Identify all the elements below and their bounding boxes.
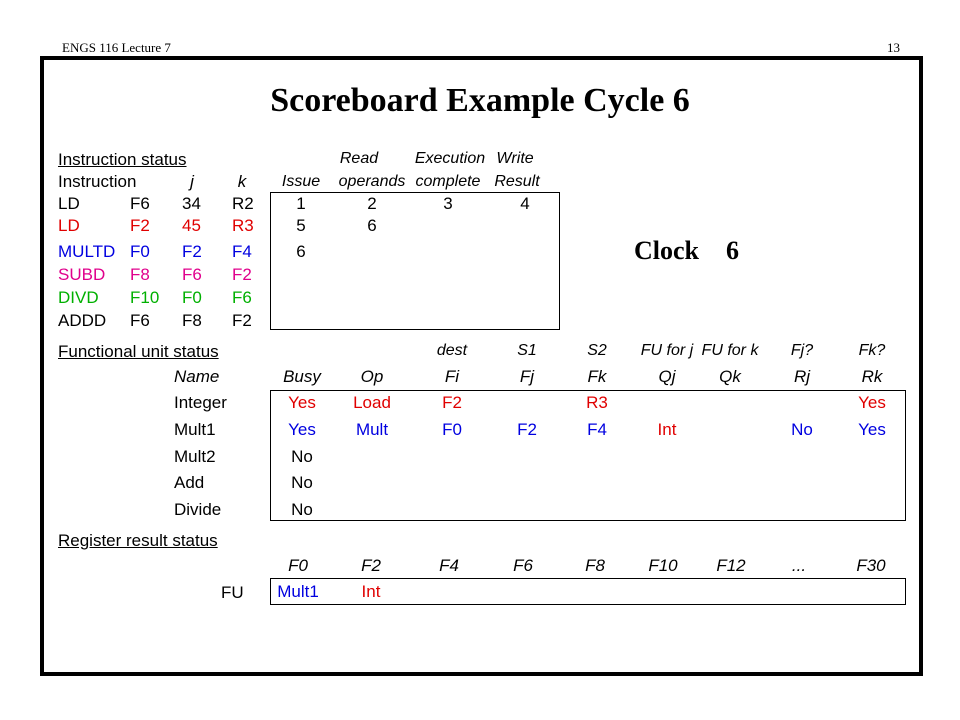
fu-cell-busy: No: [291, 447, 313, 466]
issue-cycle: 5: [296, 216, 306, 235]
instruction-op: DIVD: [58, 288, 99, 307]
instruction-j: F8: [182, 311, 202, 330]
instruction-j: F2: [182, 242, 202, 261]
fu-top-header-fk: S2: [587, 342, 607, 359]
fu-cell-busy: Yes: [288, 420, 316, 439]
fu-header-fi: Fi: [444, 367, 460, 386]
instruction-dest: F10: [130, 288, 160, 307]
fu-header-name: Name: [174, 367, 220, 386]
register-header: F6: [513, 556, 533, 575]
register-header: F4: [439, 556, 459, 575]
read-header-top: Read: [339, 150, 379, 167]
register-fu-label: FU: [221, 583, 244, 602]
fu-name: Mult2: [174, 447, 216, 466]
fu-cell-fk: F4: [587, 420, 607, 439]
instruction-j: 34: [182, 194, 201, 213]
fu-header-qj: Qj: [658, 367, 676, 386]
instruction-op: MULTD: [58, 242, 116, 261]
fu-top-header-rj: Fj?: [790, 342, 814, 359]
register-header: F0: [288, 556, 308, 575]
fu-cell-fk: R3: [586, 393, 608, 412]
fu-header-busy: Busy: [283, 367, 321, 386]
fu-cell-busy: No: [291, 500, 313, 519]
k-header: k: [237, 172, 247, 191]
complete-header: complete: [415, 173, 481, 190]
fu-top-header-qk: FU for k: [701, 342, 759, 359]
instruction-op: LD: [58, 216, 80, 235]
instruction-op: SUBD: [58, 265, 106, 284]
fu-cell-op: Mult: [355, 420, 389, 439]
register-value: Int: [361, 582, 381, 601]
fu-cell-fi: F2: [442, 393, 462, 412]
register-header: ...: [791, 556, 807, 575]
instruction-dest: F8: [130, 265, 150, 284]
fu-cell-busy: No: [291, 473, 313, 492]
instruction-dest: F0: [130, 242, 150, 261]
fu-cell-rk: Yes: [858, 420, 886, 439]
register-header: F30: [856, 556, 886, 575]
exec-cycle: 3: [443, 194, 453, 213]
instruction-dest: F6: [130, 311, 150, 330]
issue-cycle: 6: [296, 242, 306, 261]
instruction-op: ADDD: [58, 311, 107, 330]
execution-header-top: Execution: [414, 150, 486, 167]
j-header: j: [190, 172, 194, 191]
instruction-k: F2: [232, 265, 252, 284]
write-cycle: 4: [520, 194, 530, 213]
instruction-dest: F6: [130, 194, 150, 213]
instruction-j: F6: [182, 265, 202, 284]
register-header: F12: [716, 556, 746, 575]
instruction-j: 45: [182, 216, 201, 235]
instruction-k: R3: [232, 216, 254, 235]
fu-cell-fi: F0: [442, 420, 462, 439]
fu-header-rk: Rk: [861, 367, 883, 386]
clock-label: Clock: [634, 236, 699, 265]
instruction-op: LD: [58, 194, 80, 213]
fu-header-op: Op: [360, 367, 384, 386]
read-cycle: 2: [367, 194, 377, 213]
register-status-heading: Register result status: [58, 531, 218, 550]
fu-cell-qj: Int: [657, 420, 677, 439]
fu-top-header-fi: dest: [436, 342, 468, 359]
fu-header-qk: Qk: [719, 367, 741, 386]
fu-top-header-fj: S1: [517, 342, 537, 359]
fu-header-rj: Rj: [793, 367, 811, 386]
fu-name: Mult1: [174, 420, 216, 439]
instruction-k: F2: [232, 311, 252, 330]
fu-top-header-rk: Fk?: [858, 342, 886, 359]
instruction-j: F0: [182, 288, 202, 307]
fu-cell-fj: F2: [517, 420, 537, 439]
operands-header: operands: [338, 173, 406, 190]
write-header-top: Write: [496, 150, 534, 167]
slide-title: Scoreboard Example Cycle 6: [270, 82, 690, 119]
result-header: Result: [494, 173, 540, 190]
fu-name: Integer: [174, 393, 227, 412]
lecture-header: ENGS 116 Lecture 7: [62, 40, 171, 55]
read-cycle: 6: [367, 216, 377, 235]
clock-value: 6: [726, 236, 739, 265]
fu-status-heading: Functional unit status: [58, 342, 219, 361]
fu-header-fk: Fk: [587, 367, 607, 386]
instruction-k: R2: [232, 194, 254, 213]
issue-header: Issue: [281, 173, 321, 190]
fu-cell-op: Load: [353, 393, 391, 412]
slide-number: 13: [887, 40, 900, 55]
fu-name: Add: [174, 473, 205, 492]
register-value: Mult1: [277, 582, 319, 601]
instruction-k: F6: [232, 288, 252, 307]
fu-cell-rj: No: [791, 420, 813, 439]
fu-header-fj: Fj: [519, 367, 535, 386]
fu-cell-busy: Yes: [288, 393, 316, 412]
instruction-k: F4: [232, 242, 252, 261]
register-header: F8: [585, 556, 605, 575]
instruction-header: Instruction: [58, 172, 137, 191]
register-header: F10: [648, 556, 678, 575]
fu-top-header-qj: FU for j: [640, 342, 694, 359]
register-header: F2: [361, 556, 381, 575]
instruction-status-heading: Instruction status: [58, 150, 187, 169]
instruction-dest: F2: [130, 216, 150, 235]
fu-cell-rk: Yes: [858, 393, 886, 412]
issue-cycle: 1: [296, 194, 306, 213]
fu-name: Divide: [174, 500, 222, 519]
